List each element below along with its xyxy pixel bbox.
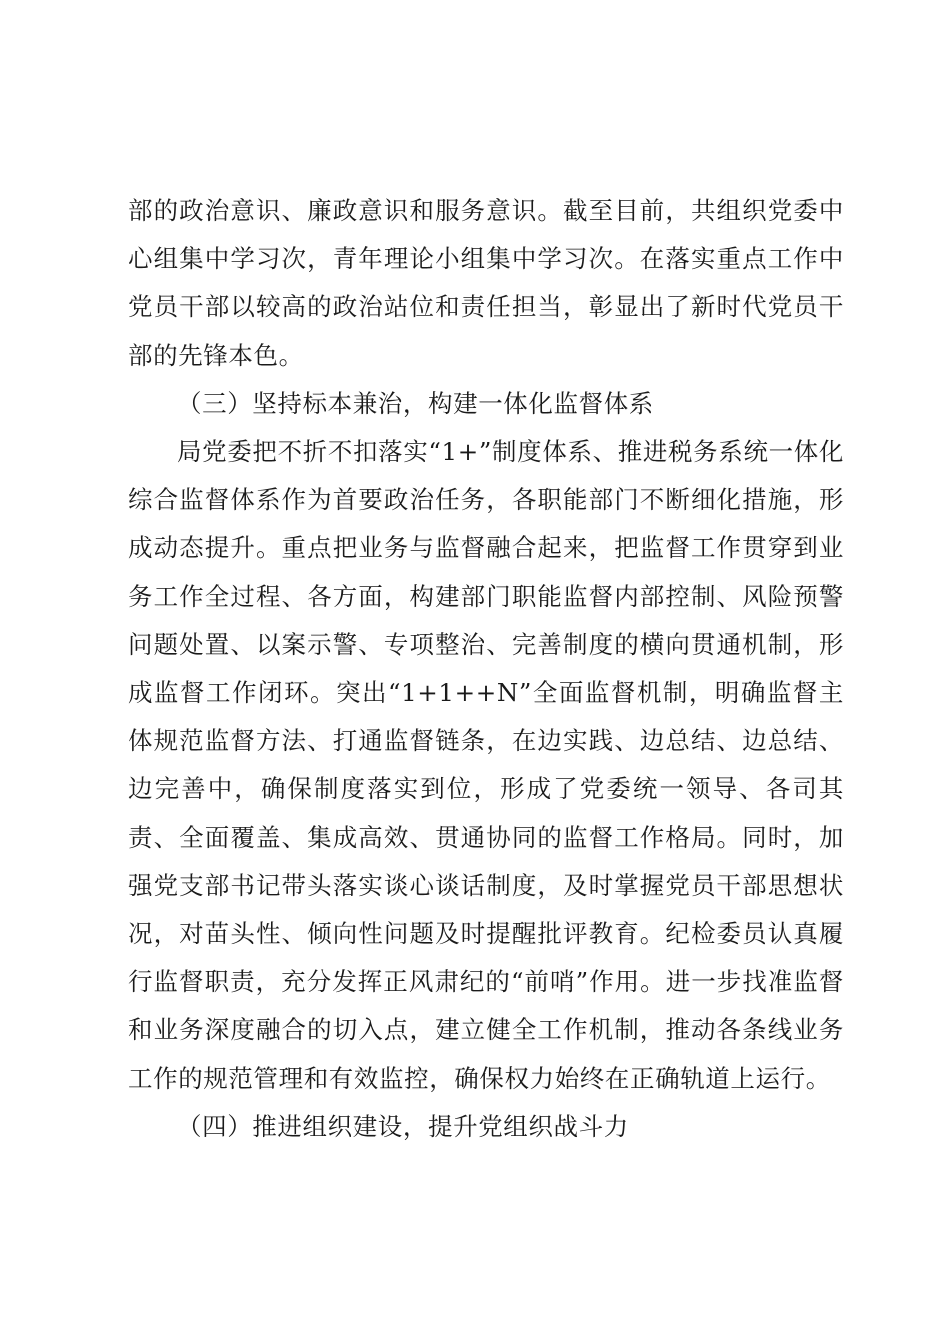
document-body: [128, 187, 844, 1151]
paragraph-continuation: 部的政治意识、廉政意识和服务意识。截至目前，共组织党委中心组集中学习次，青年理论小组集中学习次。在落实重点工作中党员干部以较高的政治站位和责任担当，彰显出了新时代党员干部的先锋本色。: [128, 196, 844, 370]
section-heading-4: （四）推进组织建设，提升党组织战斗力: [177, 1111, 629, 1141]
section-heading-3: （三）坚持标本兼治，构建一体化监督体系: [177, 388, 654, 418]
paragraph-supervision: 局党委把不折不扣落实“1+”制度体系、推进税务系统一体化综合监督体系作为首要政治任务，各职能部门不断细化措施，形成动态提升。重点把业务与监督融合起来，把监督工作贯穿到业务工作全过程、各方面，构建部门职能监督内部控制、风险预警问题处置、以案示警、专项整治、完善制度的横向贯通机制，形成监督工作闭环。突出“1+1++N”全面监督机制，明确监督主体规范监督方法、打通监督链条，在边实践、边总结、边总结、边完善中，确保制度落实到位，形成了党委统一领导、各司其责、全面覆盖、集成高效、贯通协同的监督工作格局。同时，加强党支部书记带头落实谈心谈话制度，及时掌握党员干部思想状况，对苗头性、倾向性问题及时提醒批评教育。纪检委员认真履行监督职责，充分发挥正风肃纪的“前哨”作用。进一步找准监督和业务深度融合的切入点，建立健全工作机制，推动各条线业务工作的规范管理和有效监控，确保权力始终在正确轨道上运行。: [128, 437, 844, 1093]
